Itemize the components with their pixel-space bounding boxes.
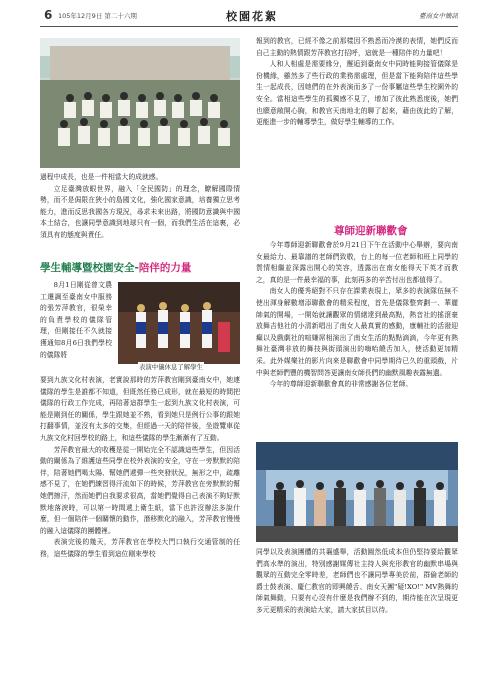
masthead-title: 校園花絮 xyxy=(226,10,278,23)
photo-caption: 表演中儀休息了解學生 xyxy=(139,363,203,371)
header-rule xyxy=(40,26,458,27)
paragraph: 芳萍教官最大的收穫是從一開始完全不認識這些學生，但因活動的關係為了維護這些同學在校外表演的安全，守在一旁默默的陪伴，陪著她們喝太陽、幫她們遞彈一些突發狀況，無形之中，疏離感不見了，在她們練習得汗流如下的時候，芳萍教官在旁默默的幫她們擦汗，然而她們自我要求很高，當她們覺得自己表演不夠好默默地落淚時，可以第一時間遞上衛生紙，當下也許沒辦法多說什麼，但一個陪伴一個關懷的動作，潛移默化的融入，芳萍教官慢慢的融入這儀隊的團體裡。 xyxy=(40,445,240,535)
paragraph: 同學以及表演團體的共襄盛舉，活動圓然低成本但仍堅持要給觀眾們高水準的演出，特別感謝媒傳社主持人與充形教官的幽默串場與觀眾的互動完全零時差，老師們也不讓同學專美於前，群倫老師的爵士鼓表演、慶仁教官的即興饒舌、南女天團"疑!XO!" MV熱舞的師氣舞動，只要有心沒有什麼是我們辦不到的，期待能在次呈現更多元更精采的表演給大家，請大家拭目以待。 xyxy=(256,548,458,614)
paragraph: 今年的尊師迎新聯歡會真的非常感謝各位老師、 xyxy=(269,380,413,389)
paragraph: 立足臺灣放眼世界，融入「全民國防」的理念，瞭解國際情勢，而不是侷限在狹小的島國文化，強化國家意識，培養獨立思考能力，進而反思我國各方現況，尋求未來出路，將國防意識與中國本土結合，也讓同學意識到地球只有一個，而我們生活在這裏，必須具有的態度與責任。 xyxy=(40,184,240,239)
event-group-photo xyxy=(256,442,458,542)
issue-date: 105年12月9日 第二十六期 xyxy=(58,12,137,20)
right-event-text xyxy=(256,240,458,391)
heading-part: 學生輔導暨校園安全- xyxy=(40,262,139,274)
page-header xyxy=(0,0,498,30)
wrap-text xyxy=(40,280,112,361)
left-main-text xyxy=(40,375,240,561)
section-heading-counseling xyxy=(40,260,240,275)
section-heading-teacher-party: 尊師迎新聯歡會 xyxy=(334,225,408,237)
school-name: 臺南女中簡訊 xyxy=(419,12,458,20)
paragraph: 報到的教官，已經不像之前那樣因不熟悉而冷漠的表情，她們反而自己主動的熱情跟芳萍教官打招呼，這就是一種陪伴的力量吧！ xyxy=(256,37,458,57)
heading-part-highlight: 陪伴的力量 xyxy=(138,262,192,274)
paragraph: 人和人相處是需要緣分，邂逅到臺南女中同時能夠接管儀隊是份機緣，雖然多了些行政的業務需處理，但是當下能夠陪伴這些學生一起成長，因她們的在外表演而多了一份事屬這些學生校園外的安全。當相這些學生的孤獨感不見了，增加了彼此熟悉度後，她們也願意敞開心胸，和教官天南地北的聊了起來，藉由彼此的了解，更能進一步的輔導學生，做好學生輔導的工作。 xyxy=(256,60,458,127)
left-intro-text xyxy=(40,172,240,242)
paragraph: 過程中成長，也是一件相當大的成就感。 xyxy=(40,173,163,181)
group-photo-students xyxy=(40,38,240,168)
right-top-text xyxy=(256,36,458,129)
right-closing-text xyxy=(256,547,458,617)
honor-guard-photo xyxy=(118,282,240,364)
paragraph: 表演完後的幾天，芳萍教官在學校大門口執行交通管制的任務，這些儀隊的學生看到這位剛來學校 xyxy=(40,538,240,558)
paragraph: 8月1日剛從曾文農工遷調至臺南女中服務的張芳萍教官，很榮幸的負責學校的儀隊管理，但剛接任不久就接獲通知8月6日我們學校的儀隊將 xyxy=(40,281,112,359)
paragraph: 要到九族文化村表演，老實說那時的芳萍教官剛到臺南女中，她連儀隊的學生是誰都不知道，但既然任務已成形，就在最短的時間把儀隊的行政工作完成，再陪著這群學生一起到九族文化村表演，可能是剛到任的關係，學生跟她並不熟，看到她只是例行公事的跟她打翻事情，並沒有太多的交集，但經過一天的陪伴後，坐遊覽車從九族文化村回學校的路上，和這些儀隊的學生漸漸有了互動。 xyxy=(40,376,240,442)
paragraph: 南女人的優秀絕對不只存在課業表現上，眾多的表演隊伍無不使出渾身解數增添聯歡會的精采程度，首先是儀隊整齊劃一、華麗帥氣的開場，一開始就讓觀眾的情緒達到最高點，熱音社的搖滾豪放舞吉他社的小清新唱出了南女人最真實的感動，康輔社的活潑迎癲以及戲劇社的喧嫌屌相演出了南女生活的點點滴滴，今年更有熱舞社臺灣非放的舞技與街頭演出的嗨咍饒舌加入，使活動更加精采。此外媒樂社的影片向來是聯歡會中同學期待已久的重頭戲，片中與老師們豐的機智問答更讓南女師長們的幽默風趣表露無遺。 xyxy=(256,287,458,377)
paragraph: 今年尊師迎新聯歡會於9月21日下午在活動中心舉辦，要向南女最給力、最靠譜的老師們致敬，台上的每一位老師和班上同學的質情相繼並深露出開心的笑容，透露出在南女能得天下英才而教之，真的是一件最幸福的事，此刻再多的辛苦付出也都值得了。 xyxy=(256,241,458,284)
page-number: 6 xyxy=(44,8,53,22)
